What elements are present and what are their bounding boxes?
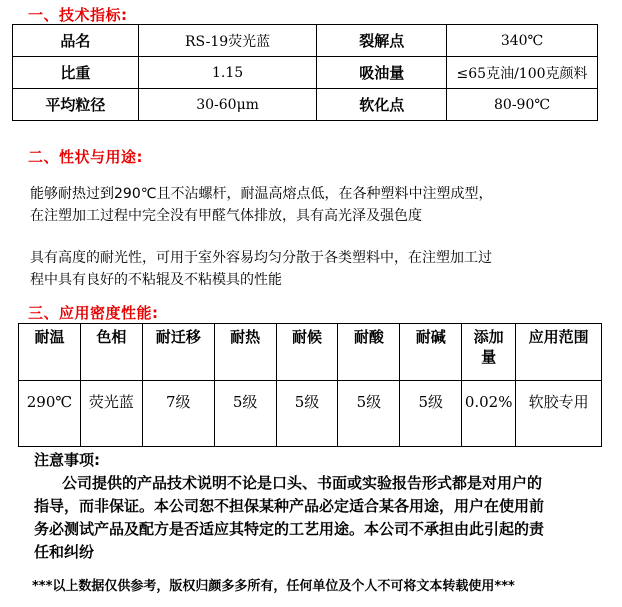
paragraph-line: 能够耐热过到290℃且不沾螺杆，耐温高熔点低，在各种塑料中注塑成型， <box>30 186 493 202</box>
spec-value: 30-60μm <box>138 89 317 121</box>
table-cell: 5级 <box>214 381 276 447</box>
paragraph-line: 具有高度的耐光性，可用于室外容易均匀分散于各类塑料中，在注塑加工过 <box>30 250 492 266</box>
spec-label: 软化点 <box>317 89 447 121</box>
notes-heading: 注意事项: <box>34 451 100 469</box>
usage-paragraph <box>30 247 492 291</box>
copyright-footer: ***以上数据仅供参考，版权归颜多多所有，任何单位及个人不可将文本转载使用*** <box>32 579 515 594</box>
column-header: 耐热 <box>214 324 276 381</box>
table-cell: 软胶专用 <box>516 381 602 447</box>
column-header: 耐候 <box>276 324 338 381</box>
section-title-performance: 三、应用密度性能: <box>28 304 159 322</box>
table-row <box>13 89 598 121</box>
spec-value: 80-90℃ <box>447 89 598 121</box>
notes-line: 务必测试产品及配方是否适应其特定的工艺用途。本公司不承担由此引起的责 <box>34 520 545 538</box>
table-row <box>13 57 598 89</box>
notes-line: 指导，而非保证。本公司恕不担保某种产品必定适合某各用途，用户在使用前 <box>34 497 545 515</box>
table-row <box>13 25 598 57</box>
paragraph-line: 在注塑加工过程中完全没有甲醛气体排放，具有高光泽及强色度 <box>30 208 422 224</box>
spec-table <box>12 24 598 121</box>
table-cell: 5级 <box>338 381 400 447</box>
paragraph-line: 程中具有良好的不粘辊及不粘模具的性能 <box>30 272 282 288</box>
spec-value: ≤65克油/100克颜料 <box>447 57 598 89</box>
table-row <box>19 381 602 447</box>
spec-label: 裂解点 <box>317 25 447 57</box>
column-header: 耐温 <box>19 324 81 381</box>
spec-value: RS-19荧光蓝 <box>138 25 317 57</box>
spec-value: 1.15 <box>138 57 317 89</box>
spec-value: 340℃ <box>447 25 598 57</box>
column-header: 应用范围 <box>516 324 602 381</box>
spec-label: 比重 <box>13 57 139 89</box>
section-title-properties: 二、性状与用途: <box>28 148 143 166</box>
spec-label: 平均粒径 <box>13 89 139 121</box>
notes-line: 公司提供的产品技术说明不论是口头、书面或实验报告形式都是对用户的 <box>62 474 543 492</box>
column-header: 耐碱 <box>400 324 462 381</box>
column-header: 耐迁移 <box>142 324 214 381</box>
table-cell: 290℃ <box>19 381 81 447</box>
notes-block <box>34 449 544 564</box>
table-cell: 5级 <box>276 381 338 447</box>
table-cell: 0.02% <box>462 381 516 447</box>
spec-label: 吸油量 <box>317 57 447 89</box>
spec-label: 品名 <box>13 25 139 57</box>
performance-table <box>18 323 602 447</box>
notes-line: 任和纠纷 <box>34 543 95 561</box>
table-cell: 荧光蓝 <box>80 381 142 447</box>
column-header: 添加量 <box>462 324 516 381</box>
properties-paragraph <box>30 183 492 227</box>
table-cell: 7级 <box>142 381 214 447</box>
column-header: 耐酸 <box>338 324 400 381</box>
column-header: 色相 <box>80 324 142 381</box>
table-row <box>19 324 602 381</box>
section-title-specs: 一、技术指标: <box>28 6 128 24</box>
table-cell: 5级 <box>400 381 462 447</box>
